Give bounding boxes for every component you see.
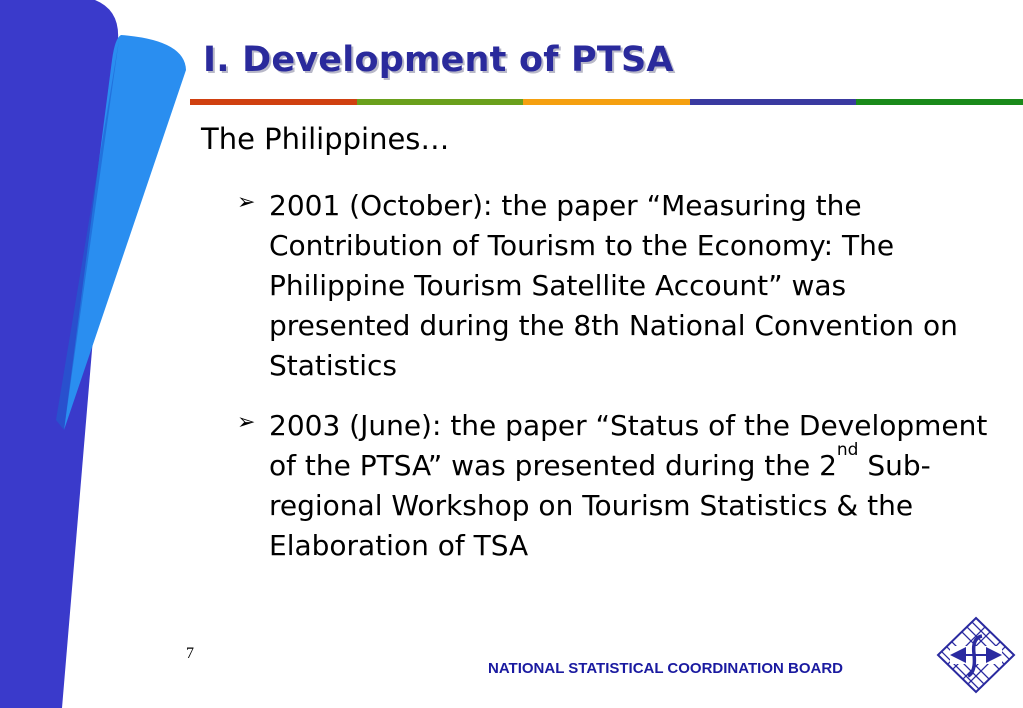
bullet-text-part: 2003 (June): the paper “Status of the Development of the PTSA” was presented during the 2: [269, 409, 988, 482]
arrow-bullet-icon: ➢: [237, 410, 256, 435]
ordinal-superscript: nd: [836, 440, 859, 460]
sidebar-decoration: [0, 0, 200, 708]
bullet-text-part: Sub-regional Workshop on Tourism Statistics & the Elaboration of TSA: [269, 449, 931, 562]
title-underline: [190, 99, 1023, 105]
bullet-text: [269, 406, 989, 566]
organization-name: NATIONAL STATISTICAL COORDINATION BOARD: [488, 660, 843, 677]
nscb-diamond-logo-icon: [936, 616, 1016, 694]
slide-title: I. Development of PTSA: [203, 40, 674, 80]
intro-text: The Philippines…: [201, 122, 450, 156]
arrow-bullet-icon: ➢: [237, 190, 256, 215]
page-number: 7: [186, 645, 194, 662]
bullet-text: 2001 (October): the paper “Measuring the Contribution of Tourism to the Economy: The Philippine Tourism Satellite Account” was presented during the 8th National Convention on Statistics: [269, 189, 958, 382]
